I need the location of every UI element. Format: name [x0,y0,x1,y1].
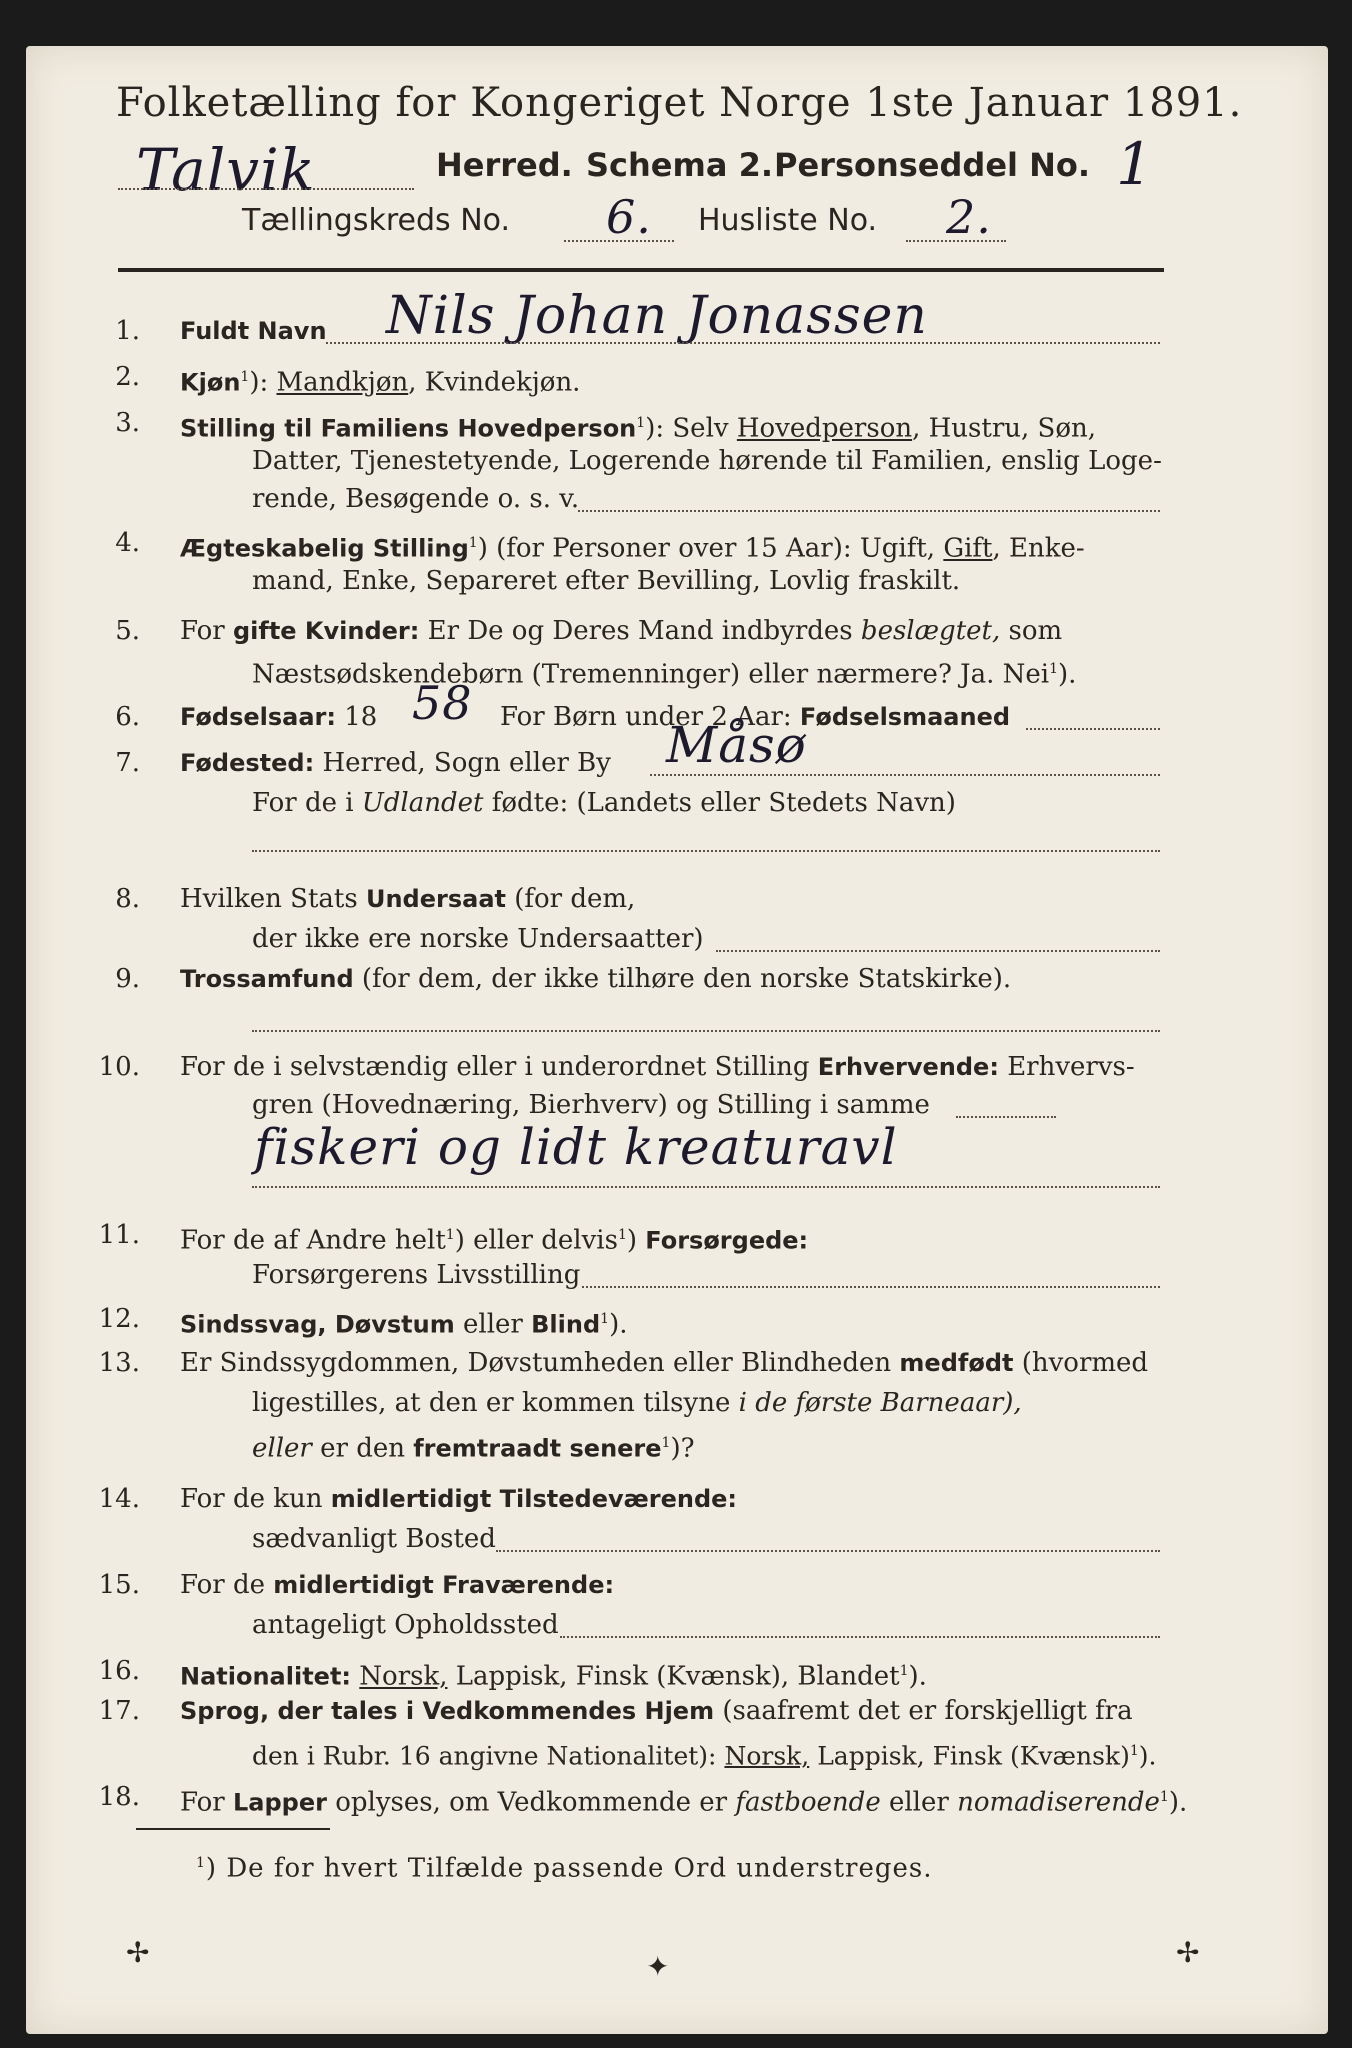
item-13-number: 13. [98,1348,140,1378]
item-3-line-2: Datter, Tjenestetyende, Logerende hørende til Familien, enslig Loge- [252,446,1162,476]
item-1-label: Fuldt Navn [180,317,327,345]
husliste-label: Husliste No. [698,203,878,238]
schema-label: Schema 2. [586,146,773,184]
item-4-number: 4. [115,528,140,558]
item-10-dots [956,1116,1056,1118]
item-18-line: For Lapper oplyses, om Vedkommende er fastboende eller nomadiserende$^1$). [180,1787,1188,1818]
item-2-number: 2. [115,362,140,392]
register-mark-right: ✢ [1176,1936,1200,1969]
item-12-line: Sindssvag, Døvstum eller Blind$^1$). [180,1309,628,1340]
item-5-line-1: For gifte Kvinder: Er De og Deres Mand indbyrdes beslægtet, som [180,616,1063,646]
register-mark-center: ✦ [646,1950,670,1983]
kreds-label: Tællingskreds No. [242,203,510,238]
item-17-line-2: den i Rubr. 16 angivne Nationalitet): Norsk, Lappisk, Finsk (Kvænsk)$^1$). [252,1741,1157,1771]
item-7-dots [650,774,1160,776]
item-3-line-3: rende, Besøgende o. s. v. [252,484,580,514]
item-10-line-2: gren (Hovednæring, Bierhverv) og Stilling i samme [252,1090,930,1120]
item-4-selected: Gift [943,533,993,564]
item-10-value: fiskeri og lidt kreaturavl [254,1118,898,1176]
item-14-line-2: sædvanligt Bosted [252,1524,496,1554]
item-14-line-1: For de kun midlertidigt Tilstedeværende: [180,1484,738,1514]
item-2-selected: Mandkjøn [276,367,409,398]
item-11-dots [582,1286,1160,1288]
item-9-dots [252,1030,1160,1032]
item-14-dots [496,1550,1160,1552]
item-10-line-1: For de i selvstændig eller i underordnet Stilling Erhvervende: Erhvervs- [180,1052,1135,1082]
item-11-line-1: For de af Andre helt$^1$) eller delvis$^1$) Forsørgede: [180,1225,809,1256]
item-3-line-1: Stilling til Familiens Hovedperson$^1$): Selv Hovedperson, Hustru, Søn, [180,413,1097,444]
item-4-line-2: mand, Enke, Separeret efter Bevilling, Lovlig fraskilt. [252,566,961,596]
register-mark-left: ✢ [126,1936,150,1969]
herred-value: Talvik [136,136,316,204]
item-7-dots-2 [252,850,1160,852]
personseddel-label: Personseddel No. [774,146,1091,184]
item-15-number: 15. [98,1570,140,1600]
item-4-line-1: Ægteskabelig Stilling$^1$) (for Personer over 15 Aar): Ugift, Gift, Enke- [180,533,1085,564]
item-13-line-2: ligestilles, at den er kommen tilsyne i de første Barneaar), [252,1388,1022,1418]
item-11-line-2: Forsørgerens Livsstilling [252,1260,581,1290]
herred-label: Herred. [436,146,573,184]
item-2-line: Kjøn$^1$): Mandkjøn, Kvindekjøn. [180,367,581,398]
item-15-line-1: For de midlertidigt Fraværende: [180,1570,615,1600]
item-13-line-1: Er Sindssygdommen, Døvstumheden eller Blindheden medfødt (hvormed [180,1348,1149,1378]
item-6-line: Fødselsaar: 18 [180,702,378,732]
footnote-rule [136,1828,330,1830]
item-14-number: 14. [98,1484,140,1514]
item-17-line-1: Sprog, der tales i Vedkommendes Hjem (saafremt det er forskjelligt fra [180,1696,1133,1726]
item-5-line-2: Næstsødskendebørn (Tremenninger) eller nærmere? Ja. Nei$^1$). [252,659,1077,690]
footnote: $^1$) De for hvert Tilfælde passende Ord understreges. [196,1853,933,1884]
item-3-selected: Hovedperson [736,413,913,444]
item-8-number: 8. [115,884,140,914]
item-16-selected: Norsk, [359,1661,448,1692]
item-3-dots [578,510,1160,512]
husliste-value: 2. [946,190,992,244]
census-form-sheet [26,46,1328,2034]
header-rule [118,268,1164,272]
item-1-dots [326,342,1160,344]
item-18-number: 18. [98,1782,140,1812]
item-10-dots-2 [252,1186,1160,1188]
form-title: Folketælling for Kongeriget Norge 1ste Januar 1891. [116,80,1243,126]
item-10-number: 10. [98,1052,140,1082]
personseddel-value: 1 [1116,130,1154,198]
item-7-line-2: For de i Udlandet fødte: (Landets eller Stedets Navn) [252,788,956,818]
item-16-line: Nationalitet: Norsk, Lappisk, Finsk (Kvænsk), Blandet$^1$). [180,1661,927,1692]
item-8-line-1: Hvilken Stats Undersaat (for dem, [180,884,636,914]
item-7-value: Måsø [666,716,807,774]
herred-dots [118,188,414,190]
item-5-number: 5. [115,616,140,646]
item-6-number: 6. [115,702,140,732]
item-8-line-2: der ikke ere norske Undersaatter) [252,924,704,954]
item-17-selected: Norsk, [724,1741,810,1771]
item-1-value: Nils Johan Jonassen [386,286,928,346]
item-7-number: 7. [115,748,140,778]
item-8-dots [716,950,1160,952]
item-13-line-3: eller er den fremtraadt senere$^1$)? [252,1433,695,1464]
item-6-line-b: For Børn under 2 Aar: Fødselsmaaned [500,702,1011,732]
item-6-value: 58 [412,676,473,730]
kreds-value: 6. [606,190,652,244]
item-16-number: 16. [98,1656,140,1686]
item-6-dots [1026,728,1160,730]
item-11-number: 11. [98,1220,140,1250]
item-15-line-2: antageligt Opholdssted [252,1610,559,1640]
item-15-dots [560,1636,1160,1638]
item-9-number: 9. [115,964,140,994]
item-17-number: 17. [98,1696,140,1726]
item-1-number: 1. [115,316,140,346]
item-9-line: Trossamfund (for dem, der ikke tilhøre den norske Statskirke). [180,964,1012,994]
item-7-line-1: Fødested: Herred, Sogn eller By [180,748,611,778]
item-3-number: 3. [115,408,140,438]
item-12-number: 12. [98,1304,140,1334]
